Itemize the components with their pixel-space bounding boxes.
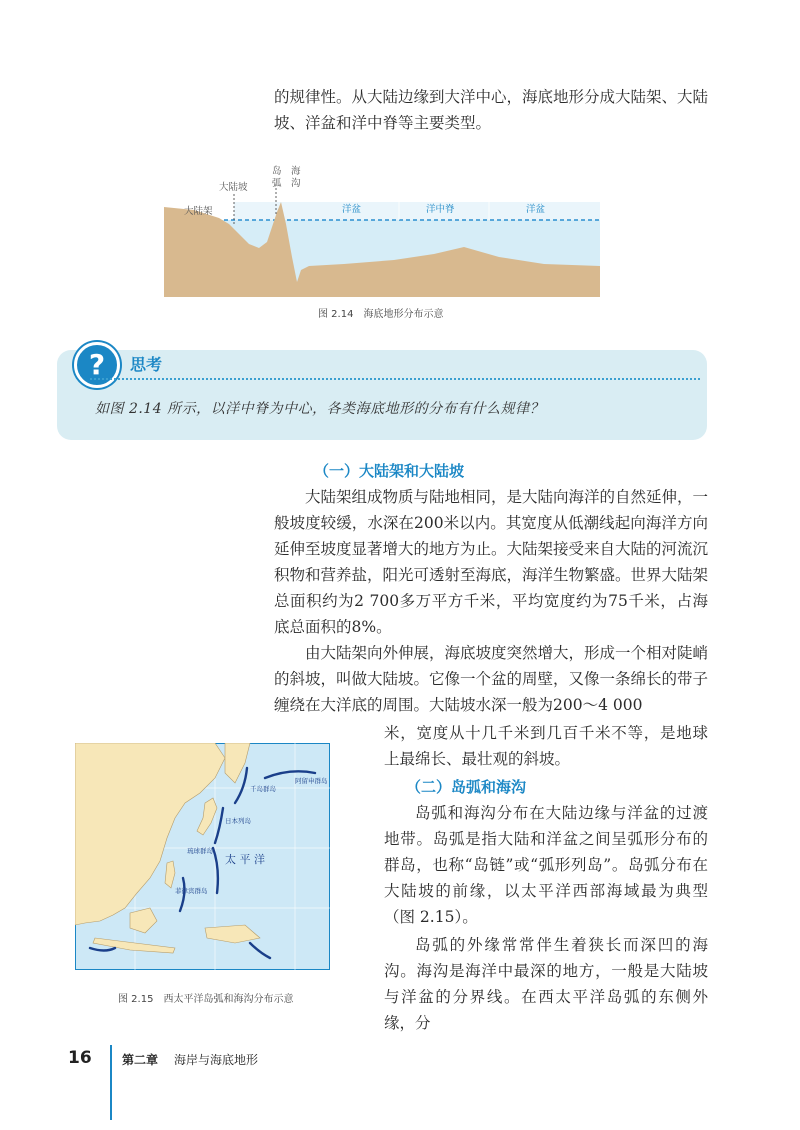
label-basin-2: 洋盆 [526, 204, 546, 215]
section2-paragraph-1: 岛弧和海沟分布在大陆边缘与洋盆的过渡地带。岛弧是指大陆和洋盆之间呈弧形分布的群岛，也称“岛链”或“弧形列岛”。岛弧分布在大陆坡的前缘，以太平洋西部海域最为典型（图 2.15）。 [384, 804, 708, 926]
section2-heading: （二）岛弧和海沟 [406, 778, 527, 796]
label-trench-1: 海 [291, 166, 301, 177]
think-divider [90, 378, 700, 380]
label-basin-1: 洋盆 [342, 204, 362, 215]
label-arc-1: 岛 [272, 166, 282, 177]
footer-chapter: 第二章 [122, 1053, 159, 1067]
section1-heading: （一）大陆架和大陆坡 [314, 462, 465, 480]
label-shelf: 大陆架 [184, 206, 213, 217]
think-question: 如图 2.14 所示，以洋中脊为中心，各类海底地形的分布有什么规律？ [95, 401, 545, 417]
label-ridge: 洋中脊 [426, 204, 455, 215]
svg-text:日本列岛: 日本列岛 [225, 817, 251, 825]
section1-paragraph-1: 大陆架组成物质与陆地相同，是大陆向海洋的自然延伸，一般坡度较缓，水深在200米以内。其宽度从低潮线起向海洋方向延伸至坡度显著增大的地方为止。大陆架接受来自大陆的河流沉积物和营养盐，阳光可透射至海底，海洋生物繁盛。世界大陆架总面积约为2 700多万平方千米，平均宽度约为75千米，占海底总面积的8%。 [274, 488, 709, 636]
map-caption: 图 2.15 西太平洋岛弧和海沟分布示意 [118, 994, 294, 1005]
think-title: 思考 [130, 355, 163, 374]
svg-text:阿留申群岛: 阿留申群岛 [295, 777, 328, 785]
intro-paragraph: 的规律性。从大陆边缘到大洋中心，海底地形分成大陆架、大陆坡、洋盆和洋中脊等主要类型。 [274, 88, 709, 132]
pacific-label: 太 平 洋 [225, 853, 265, 866]
svg-text:菲律宾群岛: 菲律宾群岛 [175, 887, 208, 895]
svg-text:琉球群岛: 琉球群岛 [187, 847, 213, 855]
page-number: 16 [68, 1048, 92, 1068]
label-arc-2: 弧 [272, 178, 282, 189]
pacific-map-figure [75, 743, 330, 970]
section1-paragraph-2b: 米，宽度从十几千米到几百千米不等，是地球上最绵长、最壮观的斜坡。 [384, 724, 708, 768]
section2-paragraph-2: 岛弧的外缘常常伴生着狭长而深凹的海沟。海沟是海洋中最深的地方，一般是大陆坡与洋盆的分界线。在西太平洋岛弧的东侧外缘，分 [384, 936, 708, 1032]
seafloor-profile-figure [164, 162, 600, 297]
question-mark-icon: ? [74, 342, 120, 388]
label-trench-2: 沟 [291, 178, 301, 189]
label-slope: 大陆坡 [219, 182, 248, 193]
profile-caption: 图 2.14 海底地形分布示意 [318, 309, 444, 320]
section1-paragraph-2a: 由大陆架向外伸展，海底坡度突然增大，形成一个相对陡峭的斜坡，叫做大陆坡。它像一个盆的周壁，又像一条绵长的带子缠绕在大洋底的周围。大陆坡水深一般为200～4 000 [274, 644, 709, 714]
footer-chapter-title: 海岸与海底地形 [174, 1053, 259, 1067]
footer-divider [110, 1045, 112, 1120]
svg-text:千岛群岛: 千岛群岛 [250, 785, 276, 793]
